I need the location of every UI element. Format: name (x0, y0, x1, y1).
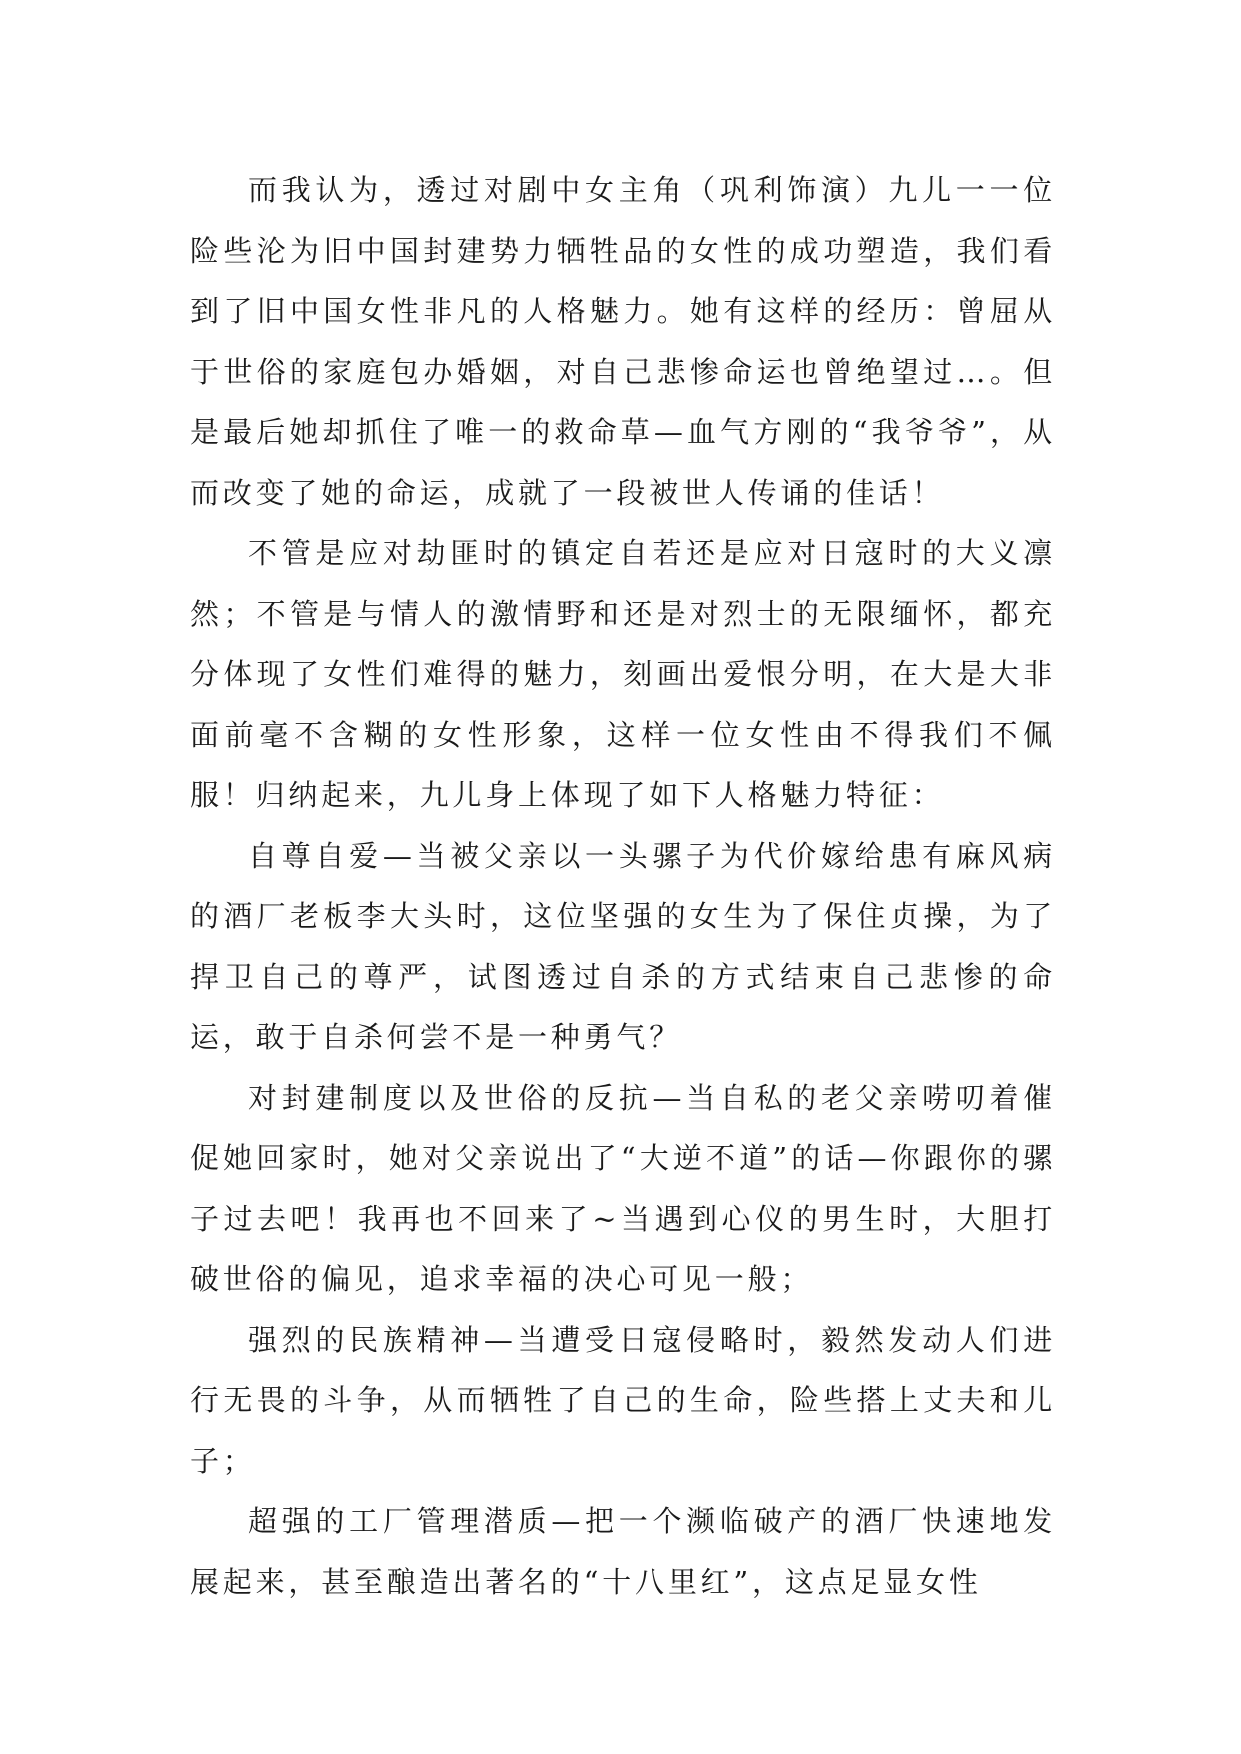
paragraph-4: 对封建制度以及世俗的反抗—当自私的老父亲唠叨着催促她回家时，她对父亲说出了“大逆不道”的话—你跟你的骡子过去吧！我再也不回来了~当遇到心仪的男生时，大胆打破世俗的偏见，追求幸福的决心可见一般； (190, 1080, 1056, 1296)
paragraph-5: 强烈的民族精神—当遭受日寇侵略时，毅然发动人们进行无畏的斗争，从而牺牲了自己的生命，险些搭上丈夫和儿子； (190, 1322, 1056, 1478)
paragraph-3: 自尊自爱—当被父亲以一头骡子为代价嫁给患有麻风病的酒厂老板李大头时，这位坚强的女生为了保住贞操，为了捍卫自己的尊严，试图透过自杀的方式结束自己悲惨的命运，敢于自杀何尝不是一种勇气？ (190, 838, 1056, 1054)
paragraph-2: 不管是应对劫匪时的镇定自若还是应对日寇时的大义凛然；不管是与情人的激情野和还是对烈士的无限缅怀，都充分体现了女性们难得的魅力，刻画出爱恨分明，在大是大非面前毫不含糊的女性形象，这样一位女性由不得我们不佩服！归纳起来，九儿身上体现了如下人格魅力特征： (190, 536, 1056, 812)
paragraph-1: 而我认为，透过对剧中女主角（巩利饰演）九儿一一位险些沦为旧中国封建势力牺牲品的女性的成功塑造，我们看到了旧中国女性非凡的人格魅力。她有这样的经历：曾屈从于世俗的家庭包办婚姻，对自己悲惨命运也曾绝望过…。但是最后她却抓住了唯一的救命草—血气方刚的“我爷爷”，从而改变了她的命运，成就了一段被世人传诵的佳话！ (190, 173, 1056, 510)
body-text (190, 160, 1056, 1612)
paragraph-6: 超强的工厂管理潜质—把一个濒临破产的酒厂快速地发展起来，甚至酿造出著名的“十八里红”，这点足显女性 (190, 1504, 1056, 1599)
